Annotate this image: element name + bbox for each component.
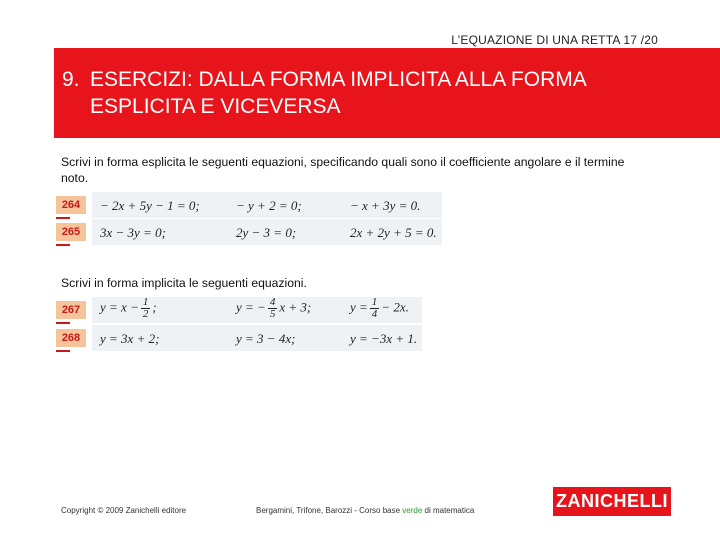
- equation: y = − $\frac{4}{5}$ x + 3;: [236, 296, 312, 320]
- exercise-264: [56, 192, 86, 218]
- header-strip: [0, 0, 720, 48]
- title-line-1: ESERCIZI: DALLA FORMA IMPLICITA ALLA FORMA: [90, 68, 587, 91]
- title-line-2: ESPLICITA E VICEVERSA: [90, 95, 341, 118]
- instruction-explicit: Scrivi in forma esplicita le seguenti equazioni, specificando quali sono il coefficiente angolare e il termine noto.: [61, 155, 625, 185]
- equation: y = 3x + 2;: [100, 331, 160, 346]
- instruction-implicit: Scrivi in forma implicita le seguenti equazioni.: [61, 276, 307, 290]
- title-number: 9.: [62, 68, 80, 91]
- equation: y = −3x + 1.: [350, 331, 418, 346]
- equation: 2y − 3 = 0;: [236, 225, 297, 240]
- exercise-number-badge: 265: [56, 223, 86, 241]
- equation: y = 3 − 4x;: [236, 331, 296, 346]
- equation: y = $\frac{1}{4}$ − 2x.: [350, 296, 409, 320]
- exercise-267: [56, 297, 86, 323]
- slide-header: L’EQUAZIONE DI UNA RETTA 17 /20: [451, 33, 658, 47]
- exercise-number-badge: 267: [56, 301, 86, 319]
- equation: − x + 3y = 0.: [350, 198, 421, 213]
- zanichelli-logo: ZANICHELLI: [553, 487, 671, 516]
- exercise-number-badge: 268: [56, 329, 86, 347]
- slide-title: [62, 66, 587, 120]
- equation: − 2x + 5y − 1 = 0;: [100, 198, 200, 213]
- equation: y = x − $\frac{1}{2}$ ;: [100, 296, 157, 320]
- equation: 3x − 3y = 0;: [100, 225, 166, 240]
- title-band: [54, 48, 720, 138]
- exercise-265: [56, 219, 86, 245]
- exercise-268: [56, 325, 86, 351]
- footer-authors: Bergamini, Trifone, Barozzi - Corso base verde di matematica: [256, 506, 475, 515]
- equation: 2x + 2y + 5 = 0.: [350, 225, 437, 240]
- equation: − y + 2 = 0;: [236, 198, 302, 213]
- footer-copyright: Copyright © 2009 Zanichelli editore: [61, 506, 187, 515]
- exercise-number-badge: 264: [56, 196, 86, 214]
